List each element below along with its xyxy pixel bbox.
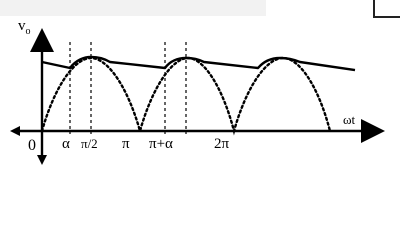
tick-label-two-pi: 2π (214, 136, 230, 152)
top-panel (0, 0, 266, 16)
tick-label-pi-plus-alpha: π+α (149, 136, 173, 152)
y-axis-bottom-arrow (37, 155, 47, 165)
tick-label-alpha: α (62, 136, 70, 152)
corner-frame (373, 0, 400, 18)
tick-label-origin: 0 (28, 137, 36, 154)
tick-label-half-pi: π/2 (81, 136, 98, 151)
x-axis-left-arrow (10, 126, 20, 136)
tick-label-pi: π (122, 136, 130, 152)
x-axis-label: ωt (343, 112, 356, 127)
y-axis-label: $v_o$ (18, 18, 31, 37)
